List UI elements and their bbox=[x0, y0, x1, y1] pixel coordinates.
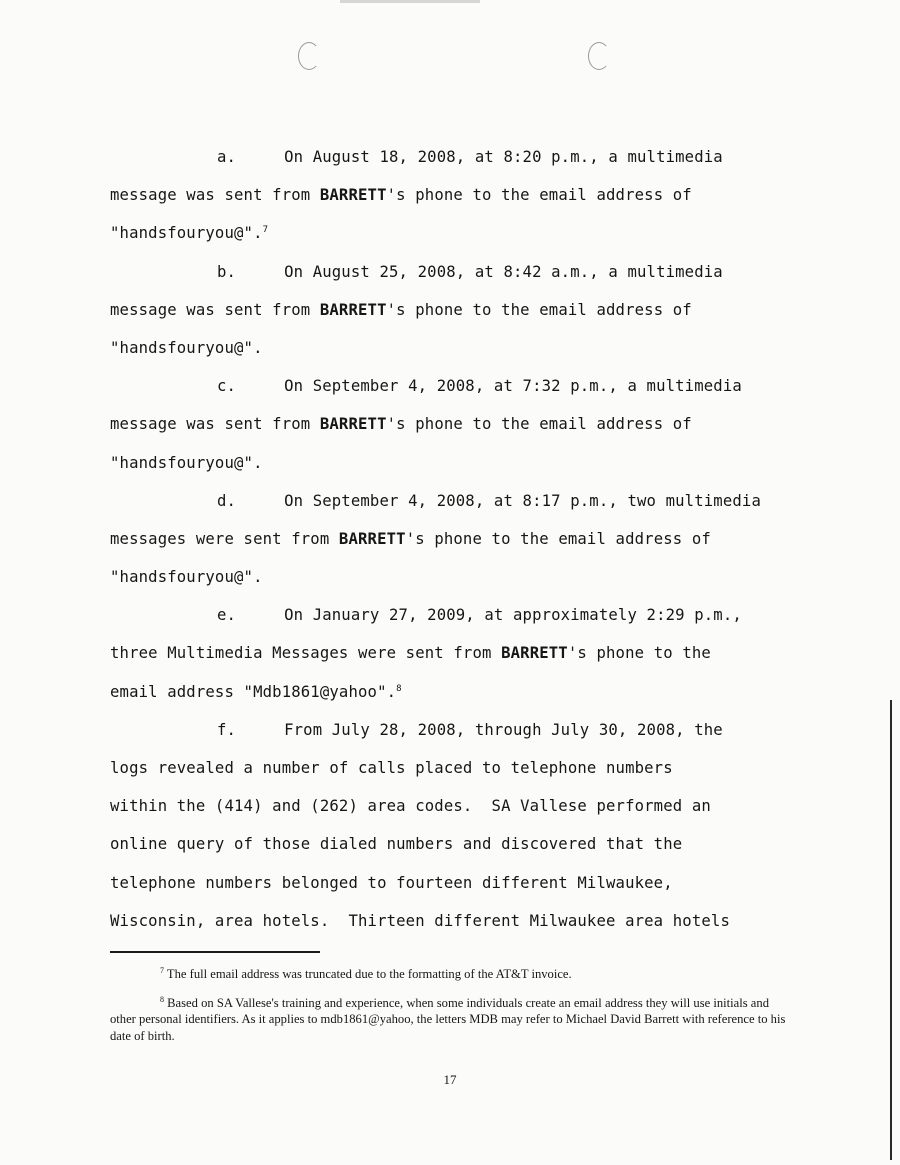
paragraph-b-line-1: b. On August 25, 2008, at 8:42 a.m., a multimedia bbox=[217, 262, 723, 281]
name-barrett: BARRETT bbox=[319, 300, 387, 319]
paragraph-a-line-3: "handsfouryou@".$^7$ bbox=[110, 224, 269, 243]
name-barrett: BARRETT bbox=[319, 186, 387, 205]
paragraph-f-line-6: Wisconsin, area hotels. Thirteen different Milwaukee area hotels bbox=[110, 911, 730, 930]
footnote-ref-7: 7 bbox=[262, 225, 269, 236]
paragraph-f-line-3: within the (414) and (262) area codes. SA Vallese performed an bbox=[110, 797, 711, 816]
item-label: e. bbox=[217, 606, 237, 625]
paragraph-d-line-1: d. On September 4, 2008, at 8:17 p.m., two multimedia bbox=[217, 491, 761, 510]
name-barrett: BARRETT bbox=[338, 529, 406, 548]
paragraph-d-line-3: "handsfouryou@". bbox=[110, 568, 263, 587]
paragraph-e-line-3: email address "Mdb1861@yahoo".$^8$ bbox=[110, 682, 402, 701]
paragraph-f-line-5: telephone numbers belonged to fourteen different Milwaukee, bbox=[110, 873, 673, 892]
footnote-number: 7 bbox=[160, 965, 164, 975]
scan-edge-mark bbox=[340, 0, 480, 3]
paragraph-f-line-2: logs revealed a number of calls placed to telephone numbers bbox=[110, 759, 673, 777]
punch-hole-mark-right bbox=[588, 42, 610, 70]
footnote-separator bbox=[110, 951, 320, 953]
paragraph-d-line-2: messages were sent from BARRETT's phone to the email address of bbox=[110, 529, 711, 548]
item-label: d. bbox=[217, 491, 237, 510]
item-label: f. bbox=[217, 720, 237, 739]
paragraph-c-line-1: c. On September 4, 2008, at 7:32 p.m., a multimedia bbox=[217, 377, 742, 396]
paragraph-f-line-1: f. From July 28, 2008, through July 30, 2008, the bbox=[217, 720, 723, 739]
footnote-ref-8: 8 bbox=[396, 683, 402, 694]
name-barrett: BARRETT bbox=[319, 415, 387, 434]
paragraph-a-line-1: a. On August 18, 2008, at 8:20 p.m., a multimedia bbox=[217, 148, 723, 166]
footnotes bbox=[110, 966, 790, 1044]
item-label: b. bbox=[217, 262, 237, 281]
footnote-number: 8 bbox=[160, 994, 164, 1004]
page-number: 17 bbox=[443, 1072, 457, 1087]
scan-page-edge bbox=[890, 700, 892, 1160]
item-label: c. bbox=[217, 377, 237, 396]
paragraph-c-line-3: "handsfouryou@". bbox=[110, 453, 263, 472]
paragraph-c-line-2: message was sent from BARRETT's phone to the email address of bbox=[110, 415, 692, 434]
footnote-7 bbox=[110, 966, 790, 983]
footnote-text: Based on SA Vallese's training and experience, when some individuals create an email address they will use initials and other personal identifiers. As it applies to mdb1861@yahoo, the letters MDB may refer to Michael David Barrett with reference to his date of birth. bbox=[110, 995, 786, 1043]
paragraph-e-line-1: e. On January 27, 2009, at approximately 2:29 p.m., bbox=[217, 606, 742, 625]
name-barrett: BARRETT bbox=[501, 644, 568, 663]
paragraph-f-line-4: online query of those dialed numbers and discovered that the bbox=[110, 835, 683, 854]
footnote-text: The full email address was truncated due to the formatting of the AT&T invoice. bbox=[166, 967, 572, 981]
paragraph-e-line-2: three Multimedia Messages were sent from BARRETT's phone to the bbox=[110, 644, 711, 663]
punch-hole-mark-left bbox=[298, 42, 320, 70]
paragraph-b-line-3: "handsfouryou@". bbox=[110, 338, 263, 357]
body-text bbox=[110, 138, 810, 940]
paragraph-a-line-2: message was sent from BARRETT's phone to the email address of bbox=[110, 186, 692, 205]
item-label: a. bbox=[217, 148, 237, 166]
footnote-8 bbox=[110, 995, 790, 1045]
paragraph-b-line-2: message was sent from BARRETT's phone to the email address of bbox=[110, 300, 692, 319]
